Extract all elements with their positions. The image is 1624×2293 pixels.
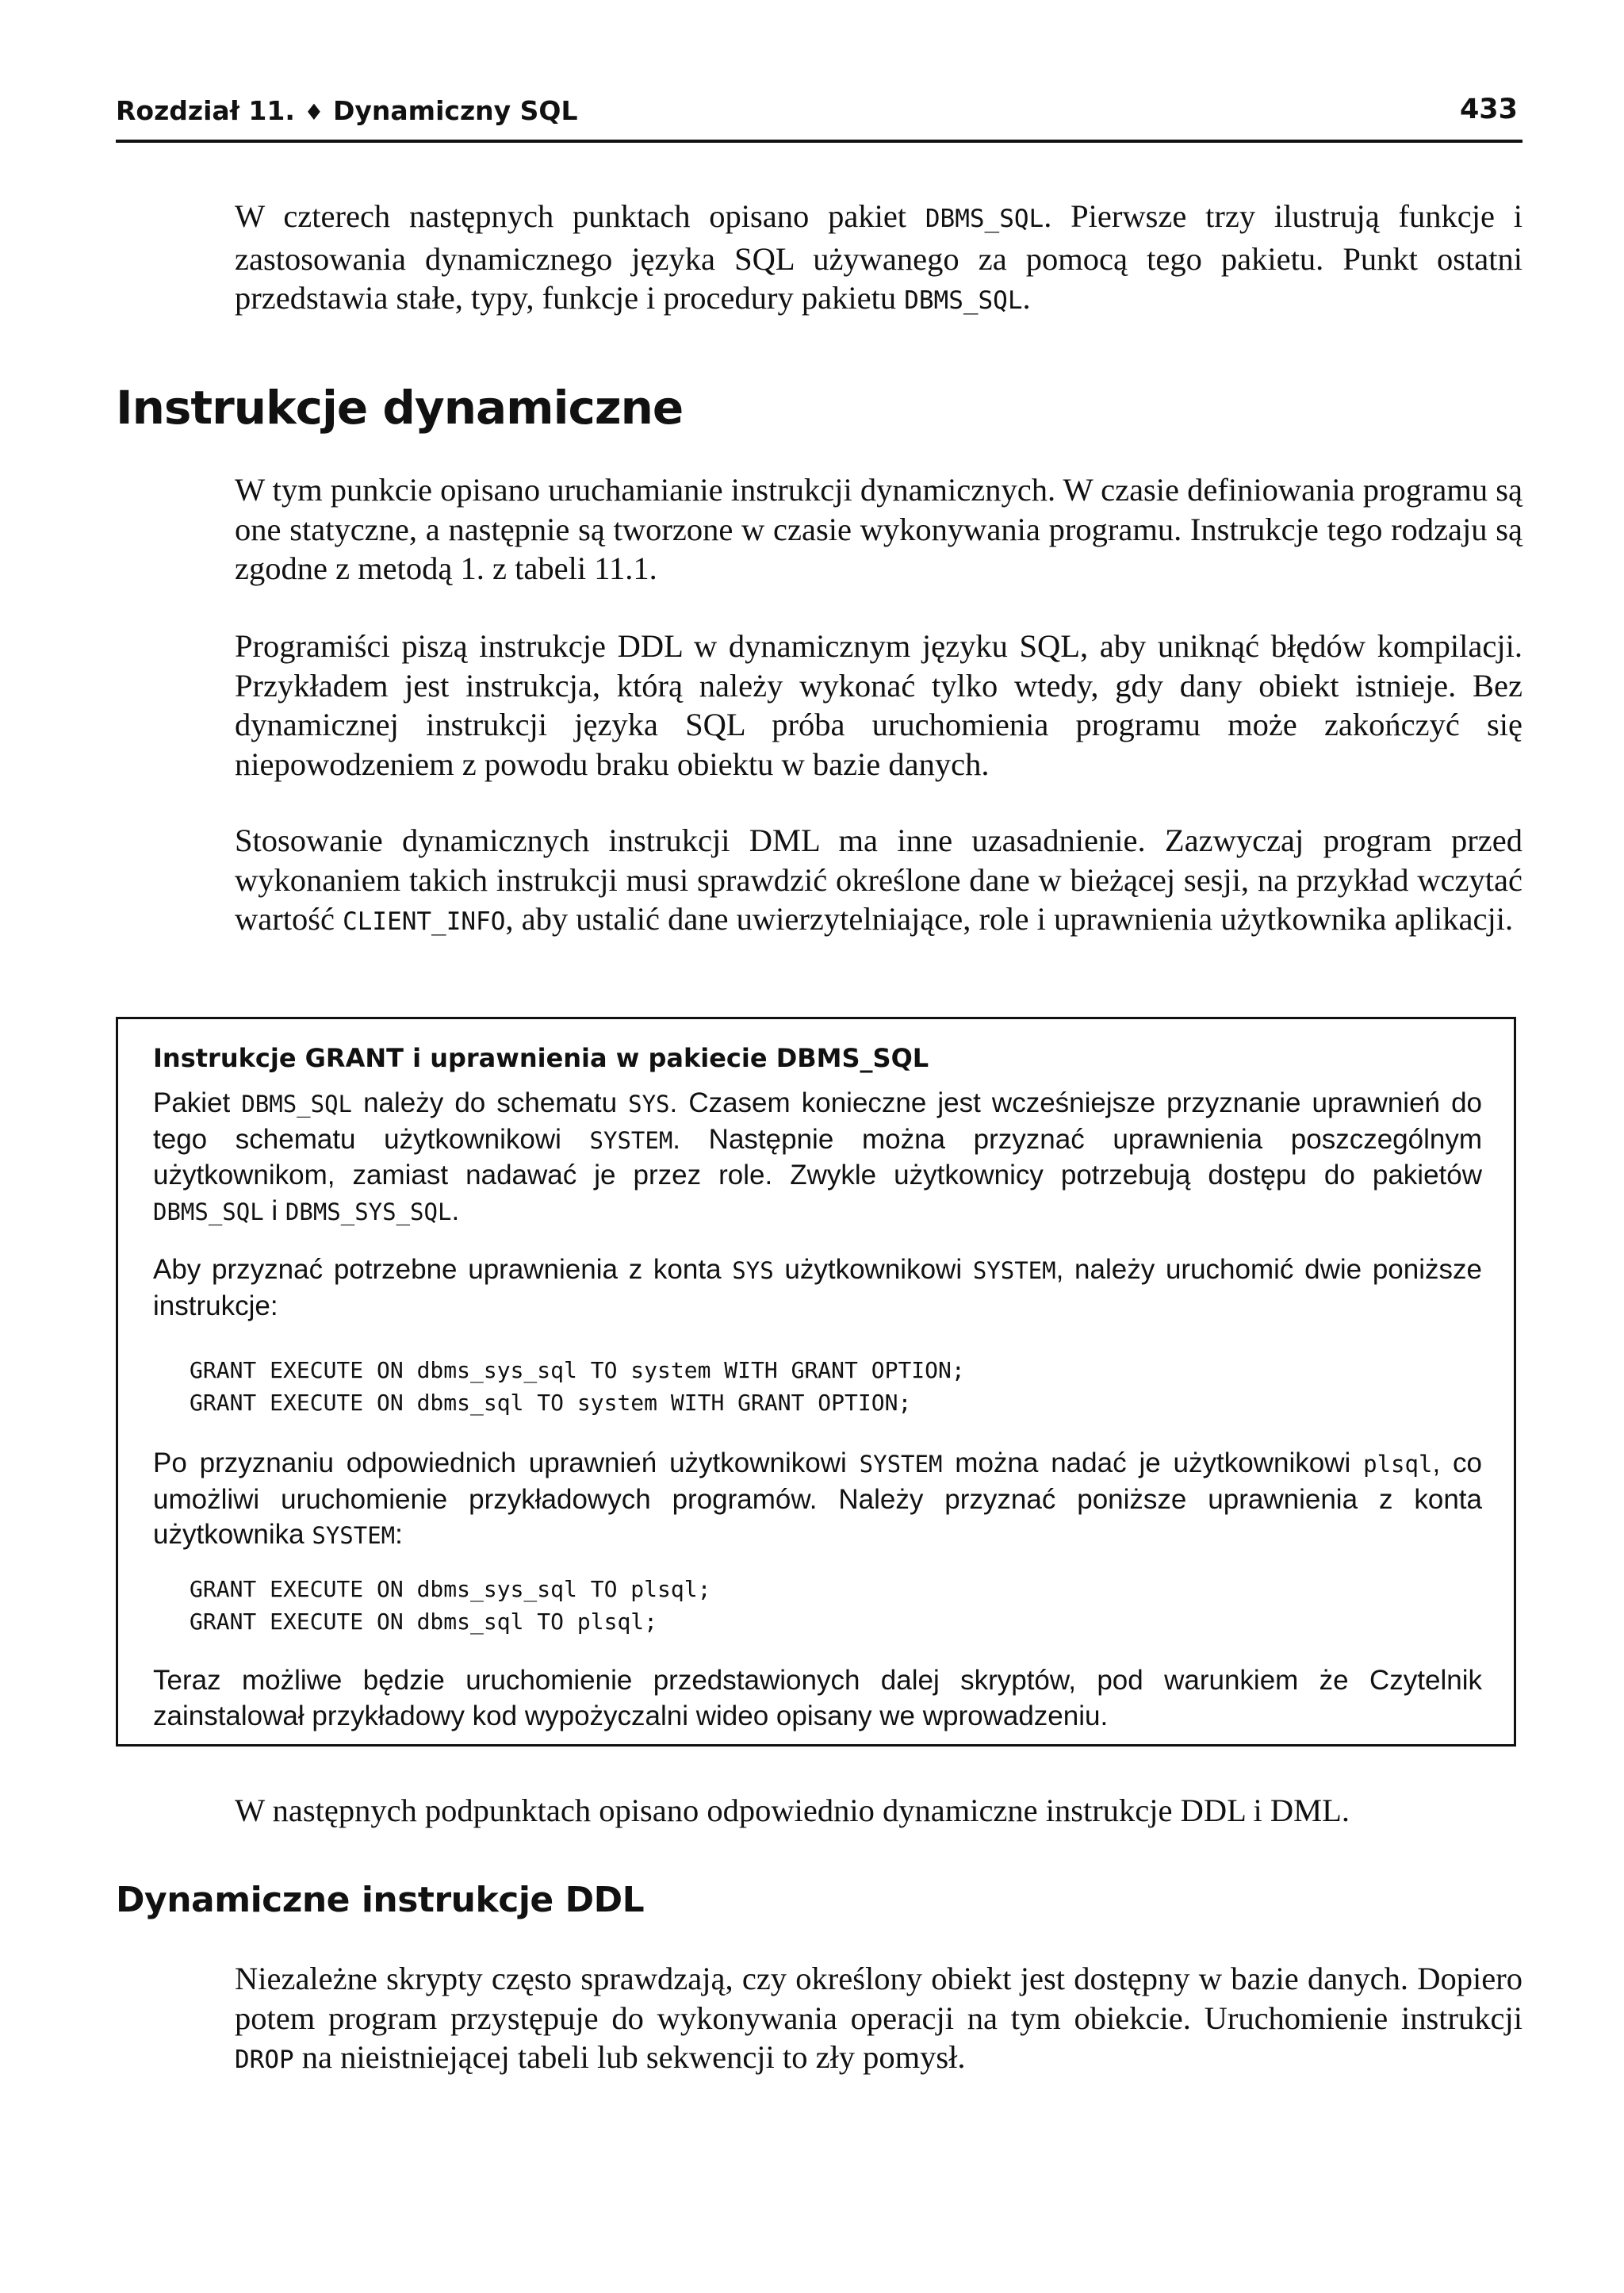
code-run: DBMS_SQL [153, 1198, 264, 1225]
text-run: , należy uruchomić dwie poniższe instrukcje: [153, 1254, 1482, 1321]
text-run: Pakiet [153, 1087, 242, 1118]
text-run: . [451, 1194, 460, 1226]
text-run: Aby przyznać potrzebne uprawnienia z konta [153, 1254, 733, 1285]
code-run: DBMS_SYS_SQL [285, 1198, 452, 1225]
text-run: użytkownikowi [773, 1254, 973, 1285]
sidebar-box [116, 1017, 1516, 1747]
text-run: : [395, 1519, 403, 1550]
chapter-label [116, 95, 578, 126]
chapter-number: Rozdział 11. [116, 95, 295, 126]
text-run: . Czasem konieczne jest wcześniejsze przyznanie uprawnień do tego schematu użytkownikowi [153, 1087, 1483, 1155]
subsection-heading: Dynamiczne instrukcje DDL [116, 1880, 645, 1920]
text-run: . Następnie można przyznać uprawnienia poszczególnym użytkownikom, zamiast nadawać je przez role. Zwykle użytkownicy potrzebują dostępu do pakietów [153, 1123, 1482, 1191]
text-run: należy do schematu [352, 1087, 629, 1118]
code-block-1 [190, 1354, 965, 1419]
running-header [116, 92, 1522, 143]
code-run: SYSTEM [972, 1257, 1056, 1284]
sidebar-paragraph-1 [153, 1086, 1482, 1229]
code-line: GRANT EXECUTE ON dbms_sql TO plsql; [190, 1609, 658, 1635]
code-run: CLIENT_INFO [343, 907, 506, 936]
page-number: 433 [1459, 94, 1518, 125]
text-run: W czterech następnych punktach opisano pakiet [235, 198, 925, 234]
section1-paragraph-3 [235, 821, 1522, 942]
text-run: , aby ustalić dane uwierzytelniające, role i uprawnienia użytkownika aplikacji. [505, 901, 1514, 937]
section-heading: Instrukcje dynamiczne [116, 381, 684, 435]
code-run: SYS [732, 1257, 774, 1284]
section2-paragraph-1 [235, 1959, 1522, 2080]
text-run: Po przyznaniu odpowiednich uprawnień użytkownikowi [153, 1448, 860, 1478]
diamond-icon: ♦ [304, 99, 324, 125]
code-run: DROP [235, 2046, 294, 2074]
after-sidebar-paragraph: W następnych podpunktach opisano odpowiednio dynamiczne instrukcje DDL i DML. [235, 1793, 1350, 1828]
code-run: SYS [628, 1091, 670, 1118]
text-run: . [1022, 280, 1031, 316]
code-line: GRANT EXECUTE ON dbms_sys_sql TO system WITH GRANT OPTION; [190, 1357, 965, 1383]
text-run: Stosowanie dynamicznych instrukcji DML ma inne uzasadnienie. Zazwyczaj program przed wykonaniem takich instrukcji musi sprawdzić określone dane w bieżącej sesji, na przykład wczytać wartość [235, 822, 1522, 937]
text-run: można nadać je użytkownikowi [942, 1448, 1364, 1478]
code-run: DBMS_SQL [904, 286, 1023, 315]
code-line: GRANT EXECUTE ON dbms_sys_sql TO plsql; [190, 1576, 711, 1602]
text-run: , co umożliwi uruchomienie przykładowych programów. Należy przyznać poniższe uprawnienia z konta użytkownika [153, 1448, 1482, 1550]
text-run: . Pierwsze trzy ilustrują funkcje i zastosowania dynamicznego języka SQL używanego za pomocą tego pakietu. Punkt ostatni przedstawia stałe, typy, funkcje i procedury pakietu [235, 198, 1523, 316]
sidebar-paragraph-3 [153, 1446, 1482, 1554]
text-run: i [263, 1194, 285, 1226]
code-run: SYSTEM [859, 1451, 943, 1478]
text-run: na nieistniejącej tabeli lub sekwencji to zły pomysł. [293, 2039, 966, 2075]
sidebar-paragraph-4: Teraz możliwe będzie uruchomienie przedstawionych dalej skryptów, pod warunkiem że Czytelnik zainstalował przykładowy kod wypożyczalni wideo opisany we wprowadzeniu. [153, 1665, 1482, 1731]
sidebar-paragraph-2 [153, 1252, 1482, 1324]
code-line: GRANT EXECUTE ON dbms_sql TO system WITH GRANT OPTION; [190, 1390, 912, 1416]
section1-paragraph-1: W tym punkcie opisano uruchamianie instrukcji dynamicznych. W czasie definiowania programu są one statyczne, a następnie są tworzone w czasie wykonywania programu. Instrukcje tego rodzaju są zgodne z metodą 1. z tabeli 11.1. [235, 472, 1523, 586]
intro-paragraph [235, 197, 1522, 321]
code-run: SYSTEM [312, 1522, 396, 1549]
text-run: Niezależne skrypty często sprawdzają, czy określony obiekt jest dostępny w bazie danych. Dopiero potem program przystępuje do wykonywania operacji na tym obiekcie. Uruchomienie instrukcji [235, 1961, 1522, 2036]
sidebar-title: Instrukcje GRANT i uprawnienia w pakiecie DBMS_SQL [153, 1043, 929, 1073]
code-run: SYSTEM [589, 1126, 673, 1154]
code-run: DBMS_SQL [241, 1091, 353, 1118]
code-block-2 [190, 1573, 710, 1638]
code-run: DBMS_SQL [925, 205, 1044, 233]
section1-paragraph-2: Programiści piszą instrukcje DDL w dynamicznym języku SQL, aby uniknąć błędów kompilacji. Przykładem jest instrukcja, którą należy wykonać tylko wtedy, gdy dany obiekt istnieje. Bez dynamicznej instrukcji języka SQL próba uruchomienia programu może zakończyć się niepowodzeniem z powodu braku obiektu w bazie danych. [235, 628, 1522, 782]
chapter-title: Dynamiczny SQL [333, 95, 578, 126]
code-run: plsql [1363, 1451, 1433, 1478]
